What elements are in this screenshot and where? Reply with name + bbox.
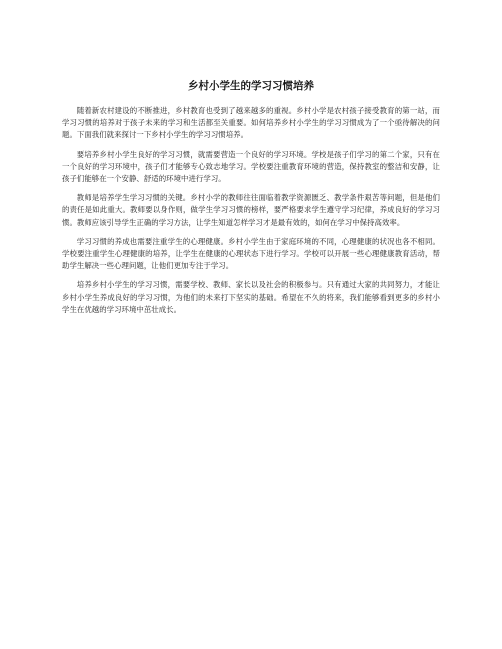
document-title: 乡村小学生的学习习惯培养 (188, 80, 314, 92)
paragraph-4: 学习习惯的养成也需要注重学生的心理健康。乡村小学生由于家庭环境的不同，心理健康的状况也各不相同。学校要注重学生心理健康的培养，让学生在健康的心理状态下进行学习。学校可以开展一些心理健康教育活动，帮助学生解决一些心理问题，让他们更加专注于学习。 (62, 236, 440, 271)
paragraph-2: 要培养乡村小学生良好的学习习惯，就需要营造一个良好的学习环境。学校是孩子们学习的第二个家，只有在一个良好的学习环境中，孩子们才能够专心致志地学习。学校要注重教育环境的营造，保持教室的整洁和安静，让孩子们能够在一个安静、舒适的环境中进行学习。 (62, 149, 440, 184)
paragraph-5: 培养乡村小学生的学习习惯，需要学校、教师、家长以及社会的积极参与。只有通过大家的共同努力，才能让乡村小学生养成良好的学习习惯，为他们的未来打下坚实的基础。希望在不久的将来，我们能够看到更多的乡村小学生在优越的学习环境中茁壮成长。 (62, 280, 440, 314)
paragraph-3: 教师是培养学生学习习惯的关键。乡村小学的教师往往面临着教学资源匮乏、教学条件艰苦等问题，但是他们的责任是如此重大。教师要以身作则，做学生学习习惯的榜样，要严格要求学生遵守学习纪律，养成良好的学习习惯。教师应该引导学生正确的学习方法，让学生知道怎样学习才是最有效的，如何在学习中保持高效率。 (62, 193, 440, 227)
paragraph-1: 随着新农村建设的不断推进，乡村教育也受到了越来越多的重视。乡村小学是农村孩子接受教育的第一站，而学习习惯的培养对于孩子未来的学习和生活都至关重要。如何培养乡村小学生的学习习惯成为了一个亟待解决的问题。下面我们就来探讨一下乡村小学生的学习习惯培养。 (62, 106, 440, 140)
document-body (62, 105, 440, 323)
